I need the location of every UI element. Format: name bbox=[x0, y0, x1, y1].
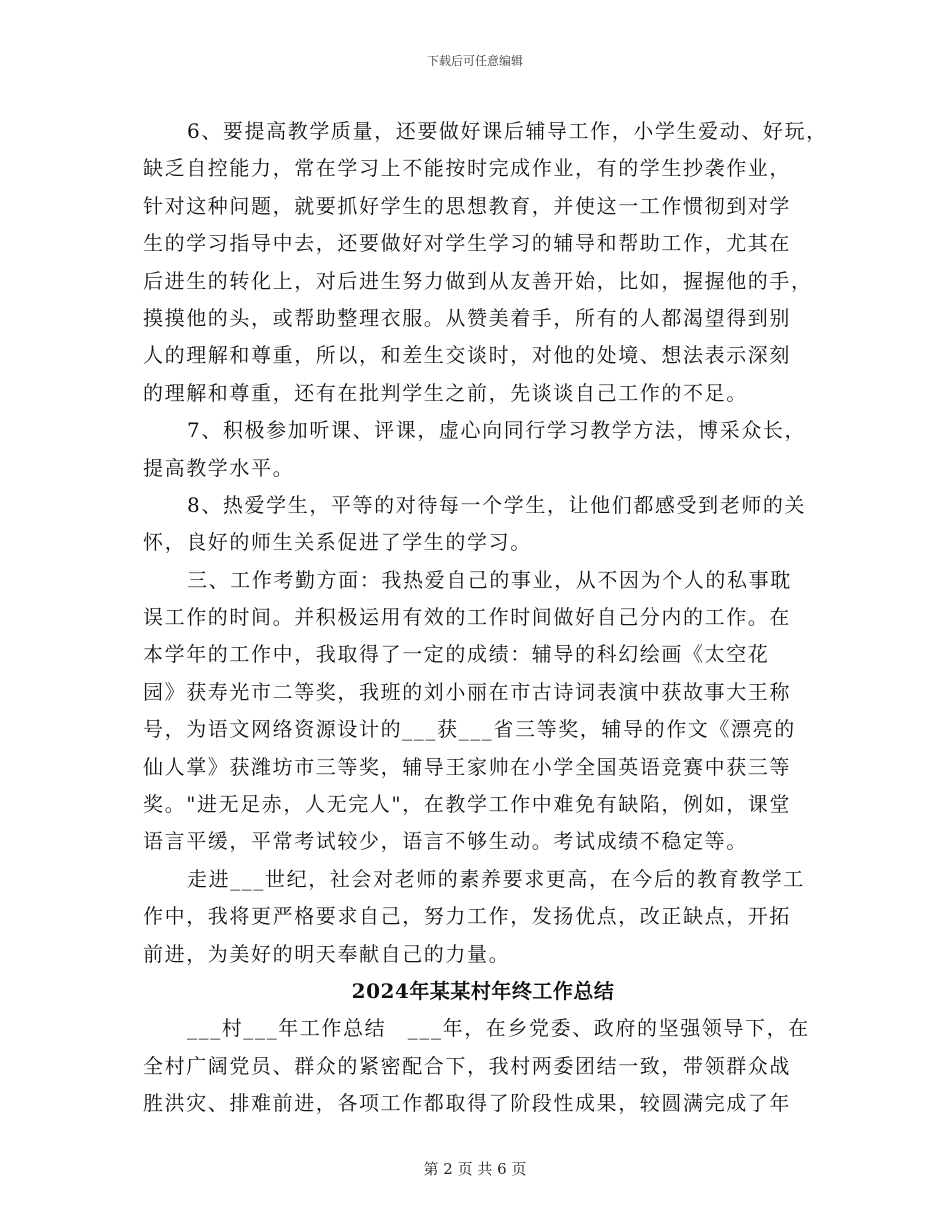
body-text-line: 误工作的时间。并积极运用有效的工作时间做好自己分内的工作。在 bbox=[143, 605, 791, 630]
body-text-line: 的理解和尊重，还有在批判学生之前，先谈谈自己工作的不足。 bbox=[143, 380, 748, 405]
page-footer: 第 2 页 共 6 页 bbox=[423, 1160, 527, 1178]
body-text-line: ___村___年工作总结 ___年，在乡党委、政府的坚强领导下，在 bbox=[187, 1016, 810, 1041]
body-text-line: 作中，我将更严格要求自己，努力工作，发扬优点，改正缺点，开拓 bbox=[143, 904, 791, 929]
body-text-line: 本学年的工作中，我取得了一定的成绩：辅导的科幻绘画《太空花 bbox=[143, 642, 770, 667]
body-text-line: 人的理解和尊重，所以，和差生交谈时，对他的处境、想法表示深刻 bbox=[143, 343, 791, 368]
section-title: 2024年某某村年终工作总结 bbox=[351, 978, 615, 1003]
body-text-line: 号，为语文网络资源设计的___获___省三等奖，辅导的作文《漂亮的 bbox=[143, 717, 796, 742]
body-text-line: 6、要提高教学质量，还要做好课后辅导工作，小学生爱动、好玩， bbox=[187, 119, 828, 143]
document-body bbox=[143, 113, 828, 1123]
body-text-line: 仙人掌》获潍坊市三等奖，辅导王家帅在小学全国英语竞赛中获三等 bbox=[143, 754, 791, 779]
body-text-line: 走进___世纪，社会对老师的素养要求更高，在今后的教育教学工 bbox=[187, 866, 805, 891]
body-text-line: 7、积极参加听课、评课，虚心向同行学习教学方法，博采众长， bbox=[187, 418, 807, 443]
body-text-line: 缺乏自控能力，常在学习上不能按时完成作业，有的学生抄袭作业， bbox=[143, 156, 791, 181]
body-text-line: 胜洪灾、排难前进，各项工作都取得了阶段性成果，较圆满完成了年 bbox=[143, 1091, 791, 1116]
body-text-line: 怀，良好的师生关系促进了学生的学习。 bbox=[143, 530, 532, 555]
body-text-line: 语言平缓，平常考试较少，语言不够生动。考试成绩不稳定等。 bbox=[143, 829, 748, 854]
body-text-line: 园》获寿光市二等奖，我班的刘小丽在市古诗词表演中获故事大王称 bbox=[143, 679, 791, 704]
page-header: 下载后可任意编辑 bbox=[426, 54, 523, 68]
body-text-line: 8、热爱学生，平等的对待每一个学生，让他们都感受到老师的关 bbox=[187, 492, 807, 517]
body-text-line: 生的学习指导中去，还要做好对学生学习的辅导和帮助工作，尤其在 bbox=[143, 231, 791, 256]
body-text-line: 奖。"进无足赤，人无完人"，在教学工作中难免有缺陷，例如，课堂 bbox=[143, 792, 791, 817]
body-text-line: 前进，为美好的明天奉献自己的力量。 bbox=[143, 941, 511, 966]
body-text-line: 摸摸他的头，或帮助整理衣服。从赞美着手，所有的人都渴望得到别 bbox=[143, 305, 791, 330]
body-text-line: 全村广阔党员、群众的紧密配合下，我村两委团结一致，带领群众战 bbox=[143, 1053, 791, 1078]
body-text-line: 针对这种问题，就要抓好学生的思想教育，并使这一工作惯彻到对学 bbox=[143, 193, 791, 218]
body-text-line: 提高教学水平。 bbox=[143, 455, 295, 480]
body-text-line: 三、工作考勤方面：我热爱自己的事业，从不因为个人的私事耽 bbox=[187, 567, 792, 592]
body-text-line: 后进生的转化上，对后进生努力做到从友善开始，比如，握握他的手， bbox=[143, 268, 813, 293]
